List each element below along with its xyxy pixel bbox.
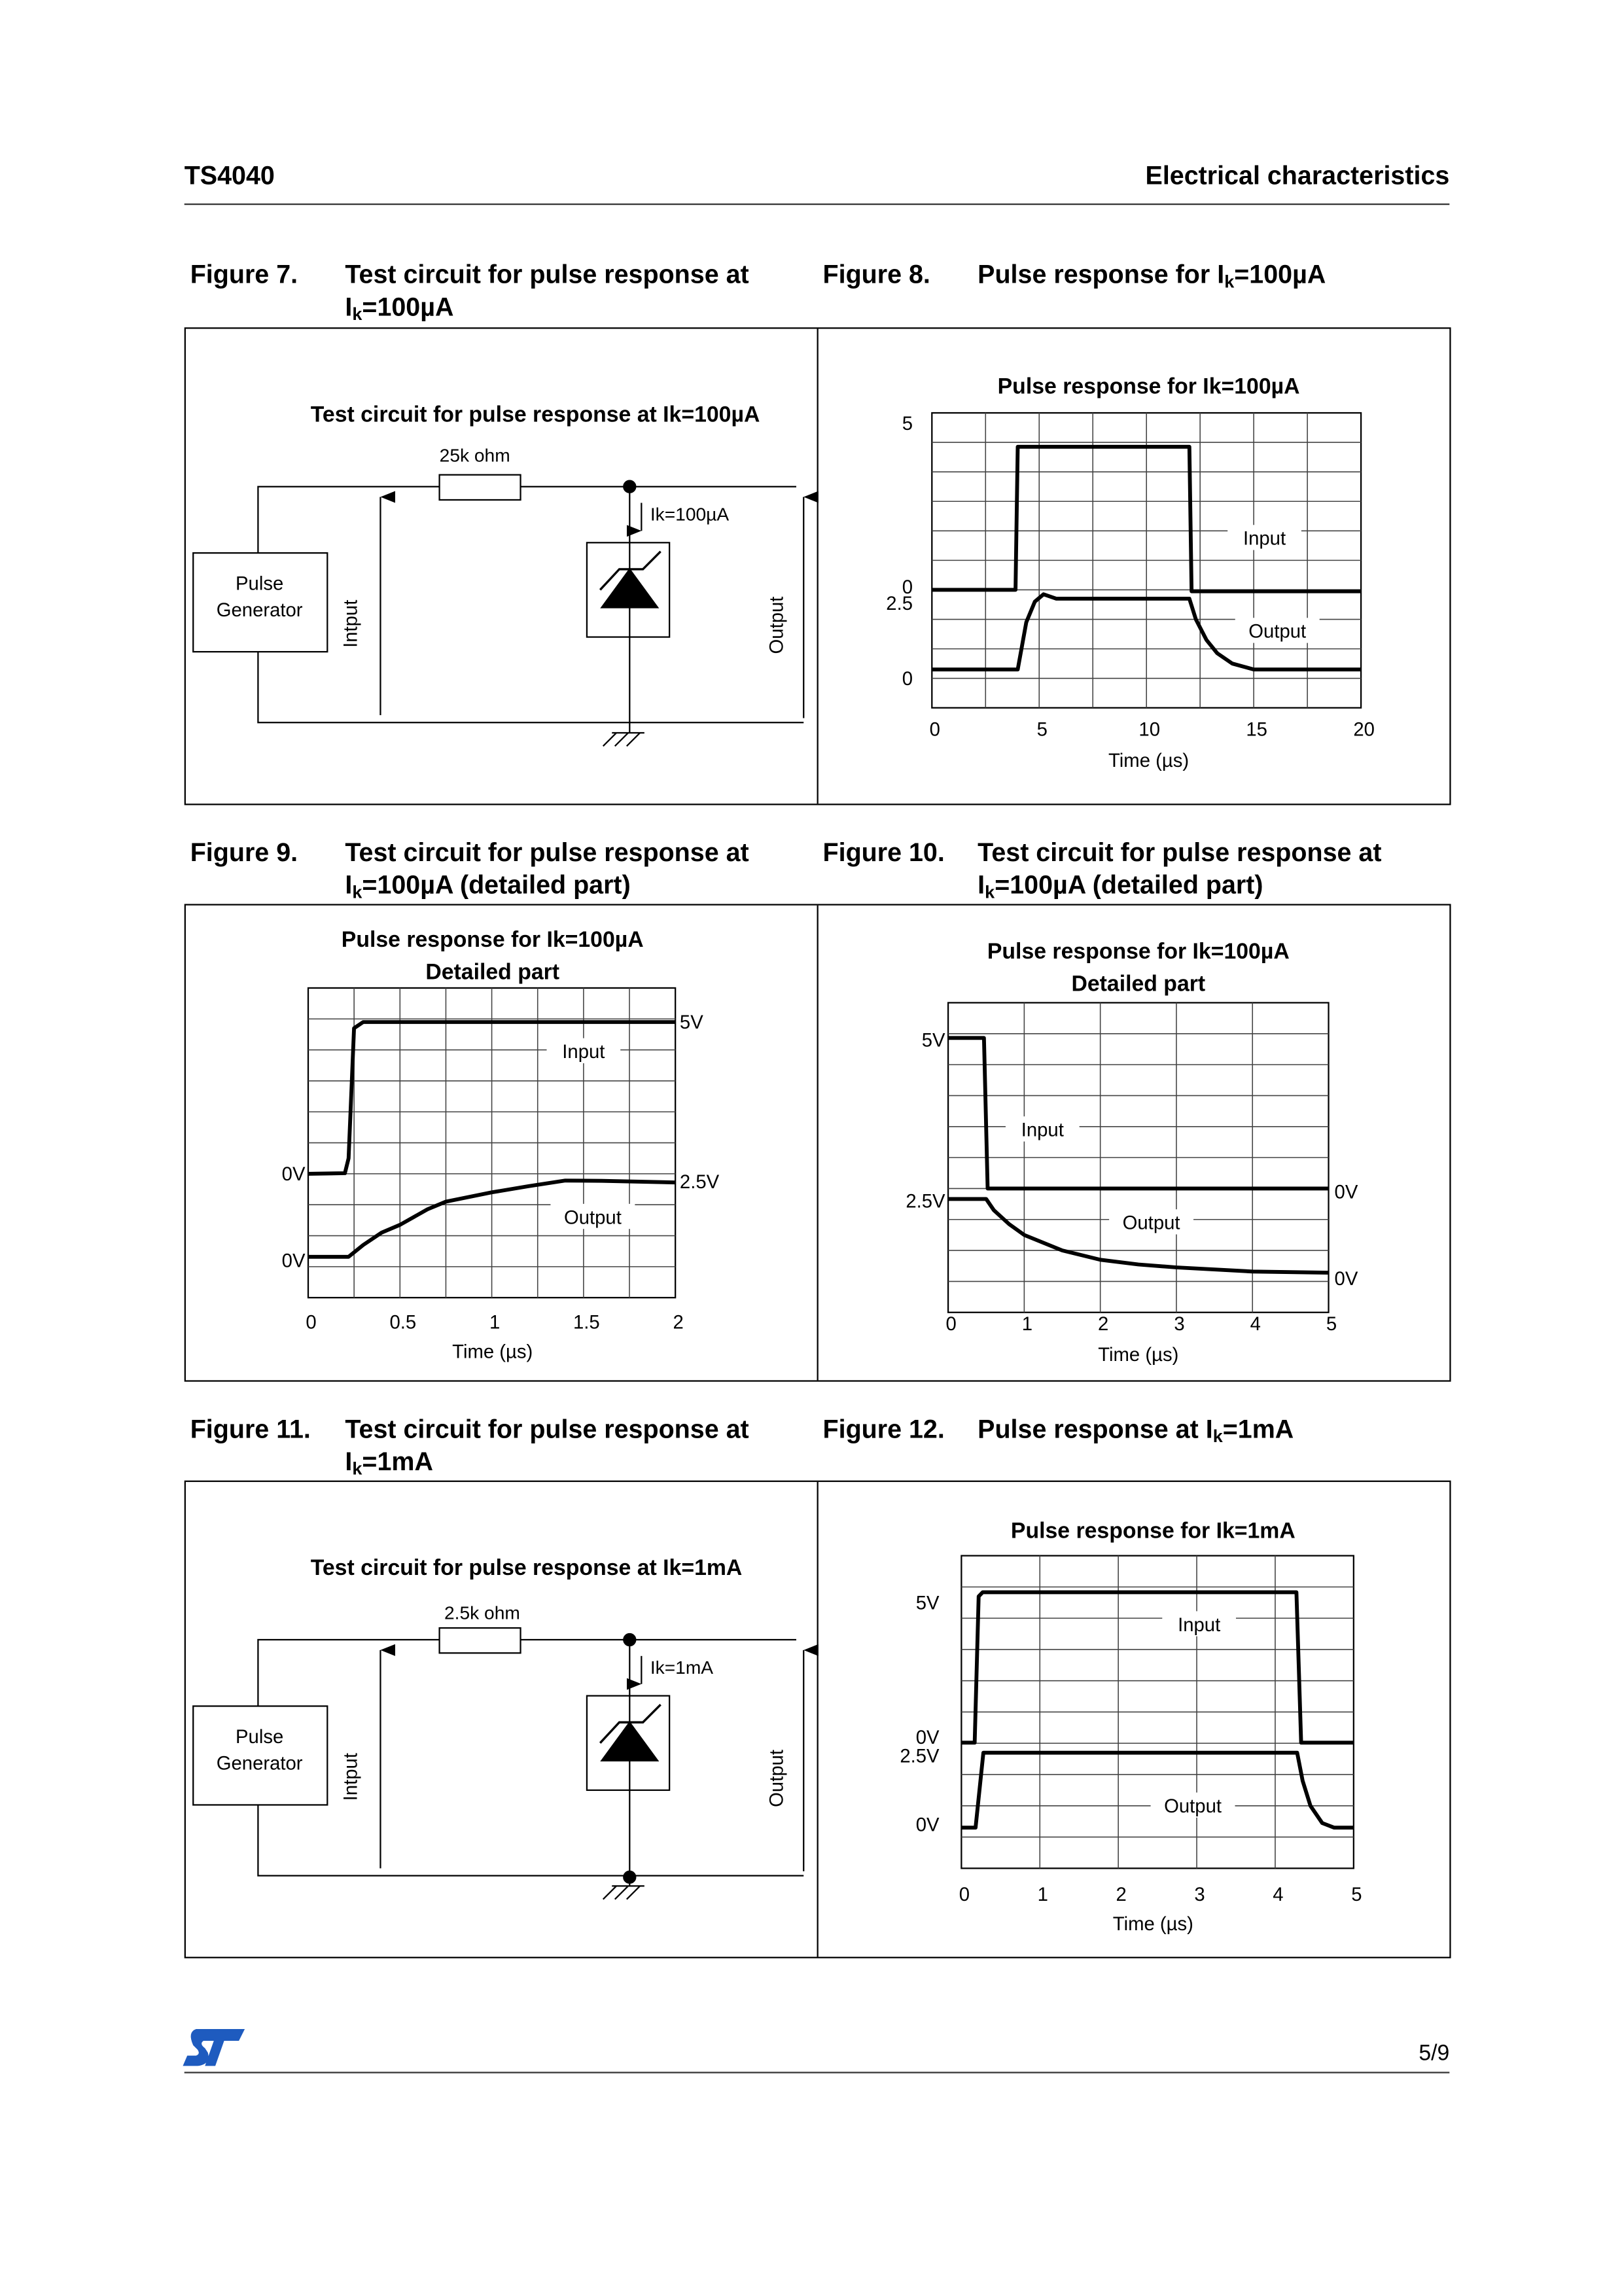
wire — [258, 1805, 803, 1875]
trace-label-output: Output — [1164, 1795, 1222, 1817]
figure-10-chart — [906, 939, 1358, 1366]
trace-label-input: Input — [1243, 527, 1286, 550]
chart-title: Pulse response for Ik=100µA — [341, 927, 644, 952]
wire — [258, 1640, 439, 1706]
x-tick-label: 5 — [1351, 1883, 1362, 1905]
y-level-label: 0 — [902, 576, 913, 599]
page-number: 5/9 — [1419, 2041, 1450, 2066]
x-tick-label: 0 — [306, 1311, 317, 1333]
figure-number: Figure 11. — [190, 1414, 311, 1444]
x-tick-label: 2 — [1098, 1313, 1109, 1335]
wire — [258, 652, 803, 722]
input-label: Intput — [340, 1753, 362, 1801]
title-subscript: k — [352, 881, 362, 903]
chart-title: Pulse response for Ik=100µA — [987, 938, 1290, 964]
x-tick-label: 1.5 — [573, 1311, 600, 1333]
st-logo-icon — [183, 2029, 245, 2066]
resistor — [440, 475, 521, 500]
x-tick-label: 15 — [1246, 718, 1267, 741]
x-tick-label: 5 — [1326, 1313, 1337, 1335]
chart-title: Pulse response for Ik=100µA — [997, 374, 1300, 399]
title-subscript: k — [352, 1458, 362, 1479]
ground-icon — [603, 733, 644, 746]
title-text: =100µA (detailed part) — [362, 870, 631, 900]
circuit-title: Test circuit for pulse response at Ik=100µA — [310, 402, 760, 427]
x-tick-label: 0 — [929, 718, 940, 741]
ground-icon — [603, 1886, 644, 1899]
title-symbol: I — [345, 292, 353, 322]
test-circuit-100ua — [193, 402, 803, 747]
title-symbol: I — [345, 870, 353, 900]
footer-rule — [185, 2072, 1450, 2073]
x-tick-label: 3 — [1174, 1313, 1185, 1335]
y-level-label: 5V — [915, 1592, 940, 1614]
y-level-label: 0V — [1334, 1181, 1358, 1203]
figure-number: Figure 7. — [190, 259, 298, 289]
figure-number: Figure 10. — [822, 838, 945, 868]
x-tick-label: 5 — [1036, 718, 1048, 741]
generator-label: Pulse — [236, 1725, 284, 1748]
node-dot — [624, 1871, 635, 1883]
generator-label: Generator — [216, 1752, 303, 1775]
x-tick-label: 0.5 — [389, 1311, 417, 1333]
title-subscript: k — [1224, 271, 1235, 292]
circuit-title: Test circuit for pulse response at Ik=1mA — [310, 1555, 743, 1580]
trace-label-output: Output — [563, 1207, 622, 1229]
y-level-label: 0V — [281, 1250, 306, 1272]
current-label: Ik=100µA — [650, 503, 730, 525]
chart-title: Pulse response for Ik=1mA — [1010, 1518, 1296, 1544]
title-subscript: k — [1212, 1426, 1223, 1447]
title-subscript: k — [352, 304, 362, 325]
y-level-label: 0 — [902, 667, 913, 690]
figure-12-chart — [900, 1519, 1362, 1935]
trace-label-output: Output — [1248, 620, 1307, 643]
x-tick-label: 1 — [1021, 1313, 1033, 1335]
document-title: TS4040 — [184, 160, 275, 190]
title-symbol: I — [345, 1446, 353, 1476]
x-tick-label: 20 — [1353, 718, 1375, 741]
figure-8-chart — [886, 374, 1375, 771]
resistor — [440, 1628, 521, 1653]
figure-number: Figure 9. — [190, 838, 298, 868]
title-text: =100µA — [362, 292, 454, 322]
title-text: Test circuit for pulse response at — [978, 838, 1382, 868]
y-level-label: 2.5V — [679, 1171, 720, 1193]
trace-label-input: Input — [1178, 1614, 1221, 1636]
y-level-label: 5V — [679, 1012, 703, 1034]
chart-title: Detailed part — [425, 959, 560, 985]
output-label: Output — [766, 1749, 788, 1807]
y-level-label: 5 — [902, 412, 913, 434]
generator-label: Pulse — [236, 573, 284, 595]
chart-title: Detailed part — [1071, 971, 1206, 997]
charts — [282, 374, 1375, 1935]
resistor-value: 25k ohm — [439, 444, 510, 466]
y-level-label: 5V — [921, 1029, 945, 1051]
test-circuit-1ma — [193, 1555, 803, 1899]
y-level-label: 2.5 — [886, 592, 913, 614]
figure-number: Figure 12. — [822, 1414, 945, 1444]
y-level-label: 2.5V — [900, 1745, 940, 1767]
current-label: Ik=1mA — [650, 1656, 714, 1678]
wire — [258, 487, 439, 553]
y-level-label: 0V — [1334, 1267, 1358, 1290]
x-tick-label: 4 — [1273, 1883, 1284, 1905]
generator-label: Generator — [216, 599, 303, 622]
x-axis-label: Time (µs) — [452, 1341, 533, 1363]
x-tick-label: 0 — [945, 1313, 957, 1335]
title-text: Pulse response at — [978, 1414, 1206, 1444]
title-subscript: k — [985, 881, 995, 903]
title-text: Pulse response for — [978, 259, 1218, 289]
x-tick-label: 2 — [1116, 1883, 1127, 1905]
figure-number: Figure 8. — [822, 259, 930, 289]
title-text: =100µA (detailed part) — [995, 870, 1263, 900]
title-symbol: I — [1217, 259, 1225, 289]
x-tick-label: 2 — [673, 1311, 684, 1333]
title-symbol: I — [978, 870, 985, 900]
title-text: =1mA — [1222, 1414, 1294, 1444]
y-level-label: 2.5V — [906, 1190, 945, 1212]
output-label: Output — [766, 596, 788, 654]
x-tick-label: 1 — [489, 1311, 501, 1333]
trace-label-input: Input — [562, 1041, 605, 1063]
section-title: Electrical characteristics — [1145, 160, 1450, 190]
x-tick-label: 3 — [1194, 1883, 1205, 1905]
trace-label-output: Output — [1122, 1212, 1180, 1234]
trace-label-input: Input — [1021, 1119, 1064, 1141]
title-text: Test circuit for pulse response at — [345, 838, 749, 868]
title-text: =1mA — [362, 1446, 433, 1476]
x-tick-label: 4 — [1250, 1313, 1261, 1335]
title-text: Test circuit for pulse response at — [345, 1414, 749, 1444]
x-tick-label: 10 — [1138, 718, 1161, 741]
x-axis-label: Time (µs) — [1108, 749, 1190, 771]
x-tick-label: 0 — [959, 1883, 970, 1905]
y-level-label: 0V — [915, 1726, 940, 1748]
title-text: =100µA — [1234, 259, 1326, 289]
title-symbol: I — [1205, 1414, 1213, 1444]
x-tick-label: 1 — [1037, 1883, 1048, 1905]
x-axis-label: Time (µs) — [1112, 1913, 1193, 1935]
title-text: Test circuit for pulse response at — [345, 259, 749, 289]
y-level-label: 0V — [915, 1814, 940, 1836]
resistor-value: 2.5k ohm — [444, 1602, 520, 1623]
y-level-label: 0V — [281, 1163, 306, 1186]
x-axis-label: Time (µs) — [1098, 1344, 1179, 1366]
figure-9-chart — [282, 927, 720, 1363]
input-label: Intput — [340, 599, 362, 648]
st-logo — [183, 2029, 245, 2066]
